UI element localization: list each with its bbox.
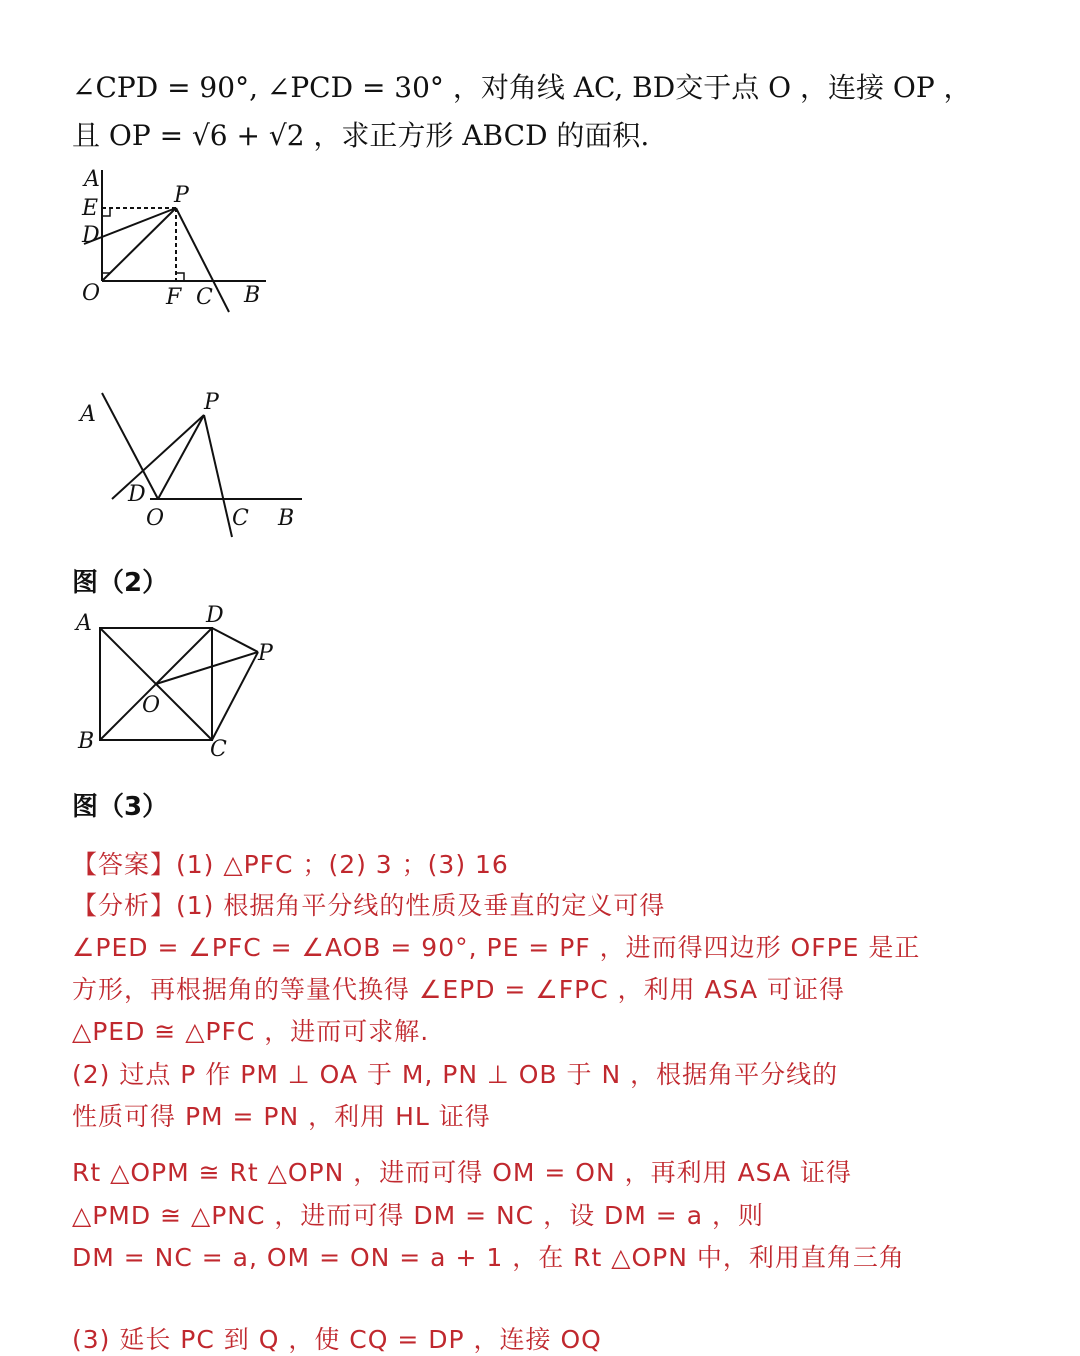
answer-line-5: △PED ≅ △PFC ，进而可求解. (72, 1017, 430, 1046)
answer-line-9: △PMD ≅ △PNC ，进而可得 DM = NC ，设 DM = a ，则 (72, 1201, 764, 1230)
fig1-label-b: B (244, 283, 261, 308)
figure-2-caption: 图（2） (72, 568, 169, 598)
fig1-label-a: A (84, 167, 100, 192)
fig3-label-a: A (76, 611, 92, 636)
fig1-label-d: D (82, 223, 100, 248)
fig2-label-c: C (232, 506, 249, 531)
answer-line-7: 性质可得 PM = PN ，利用 HL 证得 (72, 1102, 491, 1131)
answer-line-3: ∠PED = ∠PFC = ∠AOB = 90°, PE = PF ，进而得四边形 OFPE 是正 (72, 933, 921, 962)
answer-line-1: 【答案】(1) △PFC ；(2) 3 ；(3) 16 (72, 850, 509, 879)
answer-line-10: DM = NC = a, OM = ON = a + 1 ，在 Rt △OPN 中，利用直角三角 (72, 1243, 905, 1272)
answer-line-2: 【分析】(1) 根据角平分线的性质及垂直的定义可得 (72, 891, 666, 920)
fig2-label-d: D (128, 482, 146, 507)
fig1-label-o: O (82, 281, 101, 306)
fig1-label-p: P (174, 183, 189, 208)
fig3-label-o: O (142, 693, 161, 718)
answer-line-6: (2) 过点 P 作 PM ⊥ OA 于 M, PN ⊥ OB 于 N ，根据角平分线的 (72, 1060, 839, 1089)
question-line-1: ∠CPD = 90°, ∠PCD = 30° ，对角线 AC, BD交于点 O ，连接 OP ， (72, 71, 972, 104)
fig1-label-c: C (196, 285, 213, 310)
figure-1 (72, 160, 292, 320)
fig3-label-b: B (78, 729, 95, 754)
fig3-label-d: D (206, 603, 224, 628)
fig1-label-e: E (82, 196, 99, 221)
figure-3-caption: 图（3） (72, 792, 169, 822)
figure-3 (72, 600, 292, 765)
fig2-label-a: A (80, 402, 96, 427)
fig2-label-b: B (278, 506, 295, 531)
fig2-label-o: O (146, 506, 165, 531)
answer-line-11: (3) 延长 PC 到 Q ，使 CQ = DP ，连接 OQ (72, 1325, 602, 1354)
answer-line-4: 方形，再根据角的等量代换得 ∠EPD = ∠FPC ，利用 ASA 可证得 (72, 975, 846, 1004)
fig1-label-f: F (166, 285, 182, 310)
question-line-2: 且 OP = √6 + √2 ，求正方形 ABCD 的面积. (72, 119, 650, 152)
fig2-label-p: P (204, 390, 219, 415)
fig3-label-p: P (258, 641, 273, 666)
answer-line-8: Rt △OPM ≅ Rt △OPN ，进而可得 OM = ON ，再利用 ASA 证得 (72, 1158, 853, 1187)
figure-2 (72, 385, 312, 545)
fig3-label-c: C (210, 737, 227, 762)
